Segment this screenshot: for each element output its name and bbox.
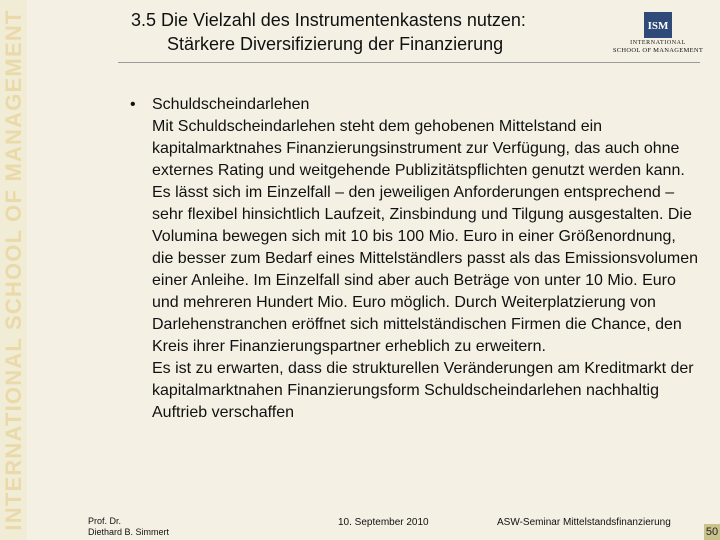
footer-author-line2: Diethard B. Simmert [88, 527, 170, 537]
footer-date: 10. September 2010 [338, 517, 429, 528]
body-paragraph-2: Es ist zu erwarten, dass die strukturellen Veränderungen am Kreditmarkt der kapitalmarktnahen Finanzierungsform Schuldscheindarlehen nachhaltig Auftrieb verschaffen [152, 360, 694, 421]
footer-author-line1: Prof. Dr. [88, 516, 122, 526]
title-divider [118, 62, 700, 63]
slide-title [131, 8, 526, 56]
sidebar-watermark-text: INTERNATIONAL SCHOOL OF MANAGEMENT [1, 9, 26, 531]
bullet-item [130, 94, 700, 116]
slide-title-line2: Stärkere Diversifizierung der Finanzierung [167, 34, 504, 54]
page-number-badge: 50 [705, 526, 719, 538]
bullet-symbol: • [130, 96, 136, 113]
bullet-body [152, 116, 700, 424]
footer-author [88, 516, 169, 538]
footer-event: ASW-Seminar Mittelstandsfinanzierung [497, 517, 671, 528]
slide-title-line1: 3.5 Die Vielzahl des Instrumentenkastens nutzen: [131, 10, 526, 30]
logo-line1: INTERNATIONAL [630, 40, 686, 46]
logo-line2: SCHOOL OF MANAGEMENT [612, 47, 704, 54]
logo-mark: ISM [644, 12, 672, 38]
body-paragraph-1: Mit Schuldscheindarlehen steht dem gehobenen Mittelstand ein kapitalmarktnahes Finanzierungsinstrument zur Verfügung, das auch ohne externes Rating und weitgehende Publizitätspflichten genutzt werden kann. Es lässt sich im Einzelfall – den jeweiligen Anforderungen entsprechend – sehr flexibel hinsichtlich Laufzeit, Zinsbindung und Tilgung ausgestalten. Die Volumina bewegen sich mit 10 bis 100 Mio. Euro in einer Größenordnung, die besser zum Bedarf eines Mittelständlers passt als das Emissionsvolumen einer Anleihe. Im Einzelfall sind aber auch Beträge von unter 10 Mio. Euro und mehreren Hundert Mio. Euro möglich. Durch Weiterplatzierung von Darlehenstranchen eröffnet sich mittelständischen Firmen die Chance, den Kreis ihrer Finanzierungspartner erheblich zu erweitern. [152, 118, 699, 355]
slide-content [130, 94, 700, 421]
ism-logo [606, 12, 710, 60]
bullet-heading: Schuldscheindarlehen [152, 96, 310, 113]
